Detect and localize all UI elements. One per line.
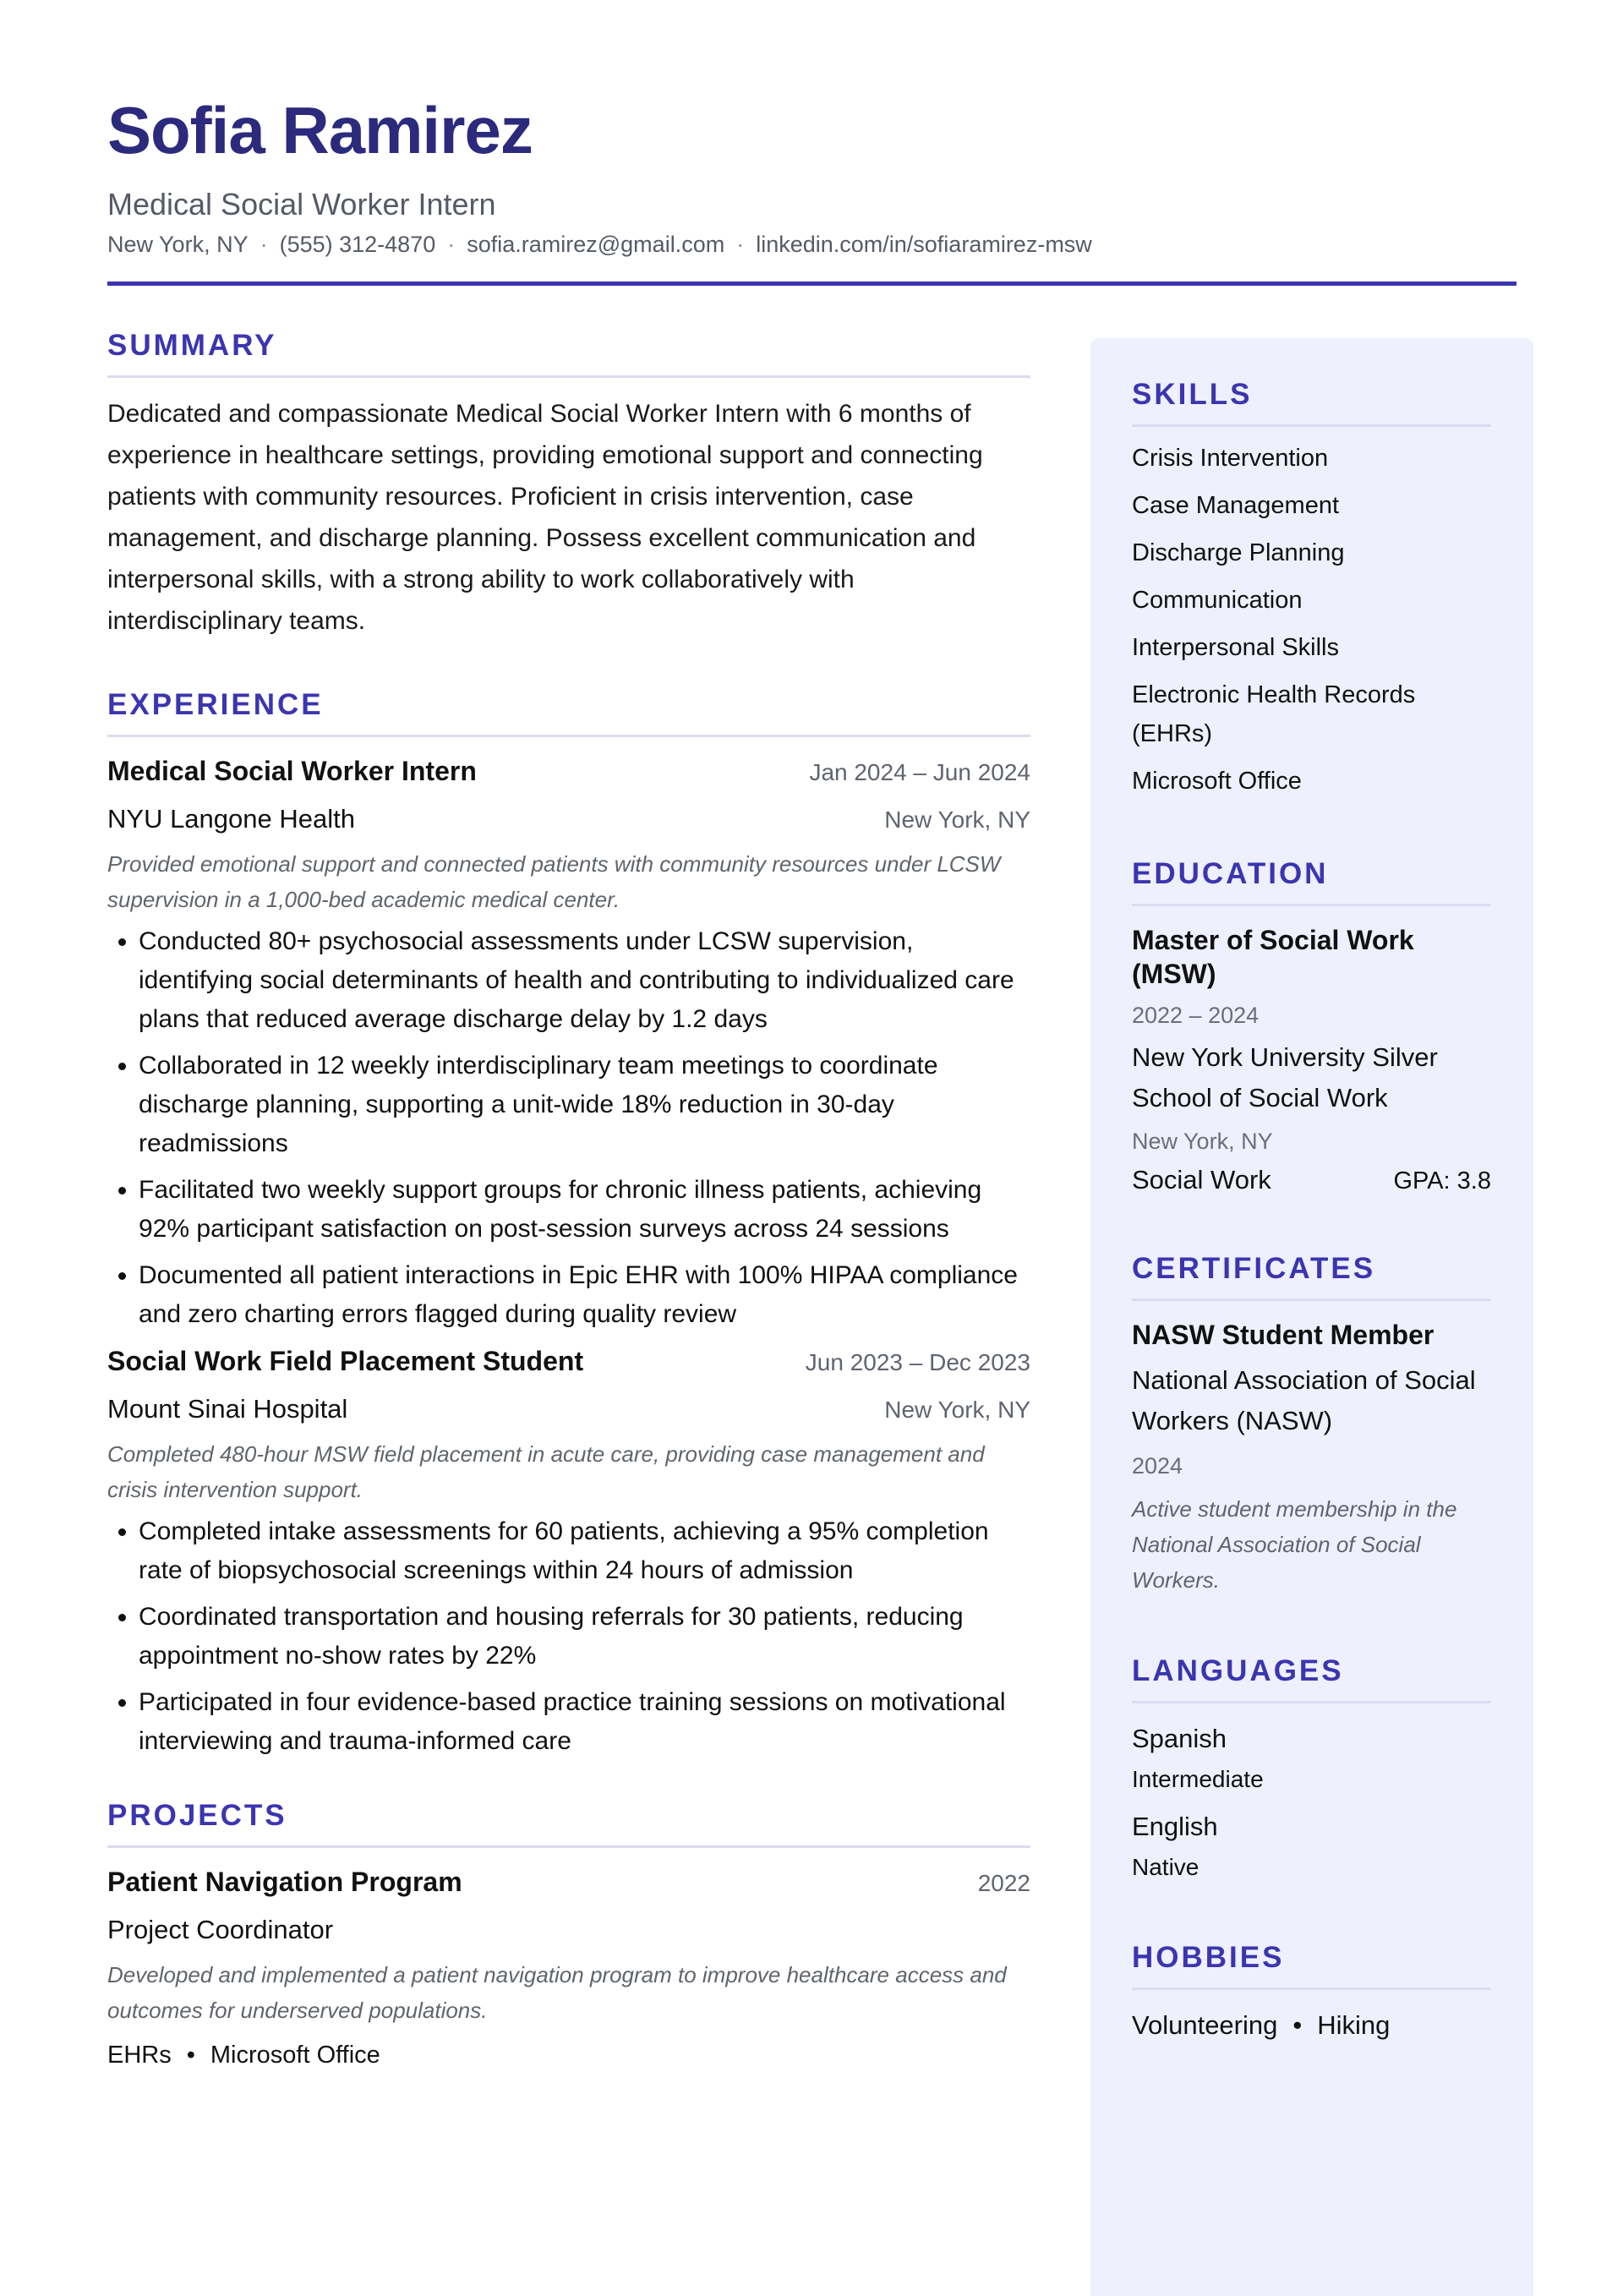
section-title: EDUCATION bbox=[1132, 857, 1329, 890]
experience-section bbox=[107, 687, 1030, 1761]
hobbies-list bbox=[1132, 2010, 1491, 2041]
job-location: New York, NY bbox=[884, 1397, 1030, 1423]
education-field: Social Work bbox=[1132, 1165, 1271, 1194]
language-name: English bbox=[1132, 1812, 1218, 1841]
hobby-item: Hiking bbox=[1317, 2010, 1391, 2040]
project-tags bbox=[107, 2042, 1030, 2069]
experience-entry bbox=[107, 756, 1030, 1334]
section-divider bbox=[107, 375, 1030, 378]
skill-item: Crisis Intervention bbox=[1132, 445, 1329, 472]
experience-entry bbox=[107, 1346, 1030, 1761]
bullet-separator: • bbox=[186, 2042, 195, 2069]
job-date: Jun 2023 – Dec 2023 bbox=[805, 1349, 1030, 1375]
contact-separator: · bbox=[736, 232, 745, 257]
section-title: PROJECTS bbox=[107, 1799, 287, 1832]
list-item: • Completed intake assessments for 60 patients, achieving a 95% completion rate of biopsychosocial screenings within 24 hours of admission bbox=[139, 1512, 1030, 1590]
skill-item: Interpersonal Skills bbox=[1132, 634, 1339, 661]
skill-item: Case Management bbox=[1132, 492, 1340, 519]
language-level: Native bbox=[1132, 1854, 1199, 1880]
section-title: LANGUAGES bbox=[1132, 1654, 1344, 1687]
contact-separator: · bbox=[447, 232, 456, 257]
section-divider bbox=[107, 1845, 1030, 1848]
contact-linkedin[interactable]: linkedin.com/in/sofiaramirez-msw bbox=[756, 232, 1092, 257]
projects-section bbox=[107, 1798, 1030, 2069]
project-role: Project Coordinator bbox=[107, 1915, 334, 1944]
education-field-row bbox=[1132, 1165, 1491, 1195]
education-degree: Master of Social Work (MSW) bbox=[1132, 925, 1414, 989]
sidebar bbox=[1090, 338, 1533, 2296]
list-item: • Participated in four evidence-based practice training sessions on motivational interviewing and trauma-informed care bbox=[139, 1683, 1030, 1761]
section-divider bbox=[1132, 424, 1491, 427]
skill-item: Microsoft Office bbox=[1132, 768, 1302, 795]
job-description: Provided emotional support and connected patients with community resources under LCSW supervision in a 1,000-bed academic medical center. bbox=[107, 851, 1001, 912]
certificate-description: Active student membership in the National Association of Social Workers. bbox=[1132, 1496, 1457, 1593]
project-entry bbox=[107, 1867, 1030, 2069]
contact-separator: · bbox=[260, 232, 268, 257]
language-level: Intermediate bbox=[1132, 1766, 1264, 1792]
contact-location: New York, NY bbox=[107, 232, 249, 257]
skills-list bbox=[1132, 439, 1491, 801]
education-years: 2022 – 2024 bbox=[1132, 1003, 1260, 1028]
candidate-name: Sofia Ramirez bbox=[107, 93, 533, 167]
candidate-role: Medical Social Worker Intern bbox=[107, 187, 496, 221]
certificates-section bbox=[1132, 1251, 1491, 1598]
project-description: Developed and implemented a patient navigation program to improve healthcare access and outcomes for underserved populations. bbox=[107, 1962, 1007, 2023]
section-divider bbox=[1132, 1701, 1491, 1703]
list-item: • Documented all patient interactions in Epic EHR with 100% HIPAA compliance and zero charting errors flagged during quality review bbox=[139, 1256, 1030, 1334]
education-gpa: GPA: 3.8 bbox=[1393, 1167, 1491, 1194]
header-divider bbox=[107, 282, 1516, 286]
contact-phone: (555) 312-4870 bbox=[279, 232, 436, 257]
project-date: 2022 bbox=[977, 1870, 1030, 1896]
skills-section bbox=[1132, 377, 1491, 801]
contact-line bbox=[107, 231, 1092, 258]
contact-email[interactable]: sofia.ramirez@gmail.com bbox=[467, 232, 725, 257]
certificate-issuer: National Association of Social Workers (NASW) bbox=[1132, 1365, 1476, 1435]
list-item: • Coordinated transportation and housing referrals for 30 patients, reducing appointment no-show rates by 22% bbox=[139, 1598, 1030, 1676]
bullet-separator: • bbox=[1292, 2010, 1303, 2040]
certificate-year: 2024 bbox=[1132, 1453, 1183, 1479]
skill-item: Communication bbox=[1132, 587, 1303, 614]
job-date: Jan 2024 – Jun 2024 bbox=[809, 759, 1030, 785]
education-school: New York University Silver School of Social Work bbox=[1132, 1042, 1438, 1112]
main-column bbox=[107, 328, 1030, 2069]
language-name: Spanish bbox=[1132, 1724, 1227, 1753]
hobbies-section bbox=[1132, 1940, 1491, 2041]
education-section bbox=[1132, 856, 1491, 1195]
list-item: • Collaborated in 12 weekly interdisciplinary team meetings to coordinate discharge planning, supporting a unit-wide 18% reduction in 30-day readmissions bbox=[139, 1047, 1030, 1163]
section-divider bbox=[107, 735, 1030, 737]
section-title: HOBBIES bbox=[1132, 1941, 1285, 1974]
project-tag: Microsoft Office bbox=[210, 2042, 380, 2069]
list-item: • Conducted 80+ psychosocial assessments under LCSW supervision, identifying social determinants of health and contributing to individualized care plans that reduced average discharge delay by 1.2 days bbox=[139, 922, 1030, 1039]
job-title: Medical Social Worker Intern bbox=[107, 756, 477, 786]
project-title: Patient Navigation Program bbox=[107, 1867, 462, 1897]
certificate-name: NASW Student Member bbox=[1132, 1320, 1434, 1350]
section-divider bbox=[1132, 1298, 1491, 1301]
skill-item: Discharge Planning bbox=[1132, 539, 1345, 566]
list-item: • Facilitated two weekly support groups for chronic illness patients, achieving 92% participant satisfaction on post-session surveys across 24 sessions bbox=[139, 1171, 1030, 1249]
section-title: SUMMARY bbox=[107, 329, 277, 362]
job-description: Completed 480-hour MSW field placement in acute care, providing case management and crisis intervention support. bbox=[107, 1441, 985, 1502]
job-organization: Mount Sinai Hospital bbox=[107, 1394, 348, 1424]
hobby-item: Volunteering bbox=[1132, 2010, 1278, 2040]
job-title: Social Work Field Placement Student bbox=[107, 1346, 584, 1376]
section-title: SKILLS bbox=[1132, 378, 1253, 411]
job-location: New York, NY bbox=[884, 806, 1030, 833]
skill-item: Electronic Health Records (EHRs) bbox=[1132, 681, 1416, 747]
job-organization: NYU Langone Health bbox=[107, 804, 355, 834]
section-title: CERTIFICATES bbox=[1132, 1252, 1376, 1285]
job-bullets bbox=[107, 1512, 1030, 1761]
education-location: New York, NY bbox=[1132, 1129, 1273, 1154]
summary-text: Dedicated and compassionate Medical Social Worker Intern with 6 months of experience in healthcare settings, providing emotional support and connecting patients with community resources. Proficient in crisis intervention, case management, and discharge planning. Possess excellent communication and interpersonal skills, with a strong ability to work collaboratively with interdisciplinary teams. bbox=[107, 400, 983, 635]
languages-section bbox=[1132, 1654, 1491, 1884]
project-tag: EHRs bbox=[107, 2042, 172, 2069]
section-title: EXPERIENCE bbox=[107, 688, 324, 721]
summary-section bbox=[107, 328, 1030, 642]
section-divider bbox=[1132, 904, 1491, 906]
job-bullets bbox=[107, 922, 1030, 1334]
section-divider bbox=[1132, 1987, 1491, 1990]
